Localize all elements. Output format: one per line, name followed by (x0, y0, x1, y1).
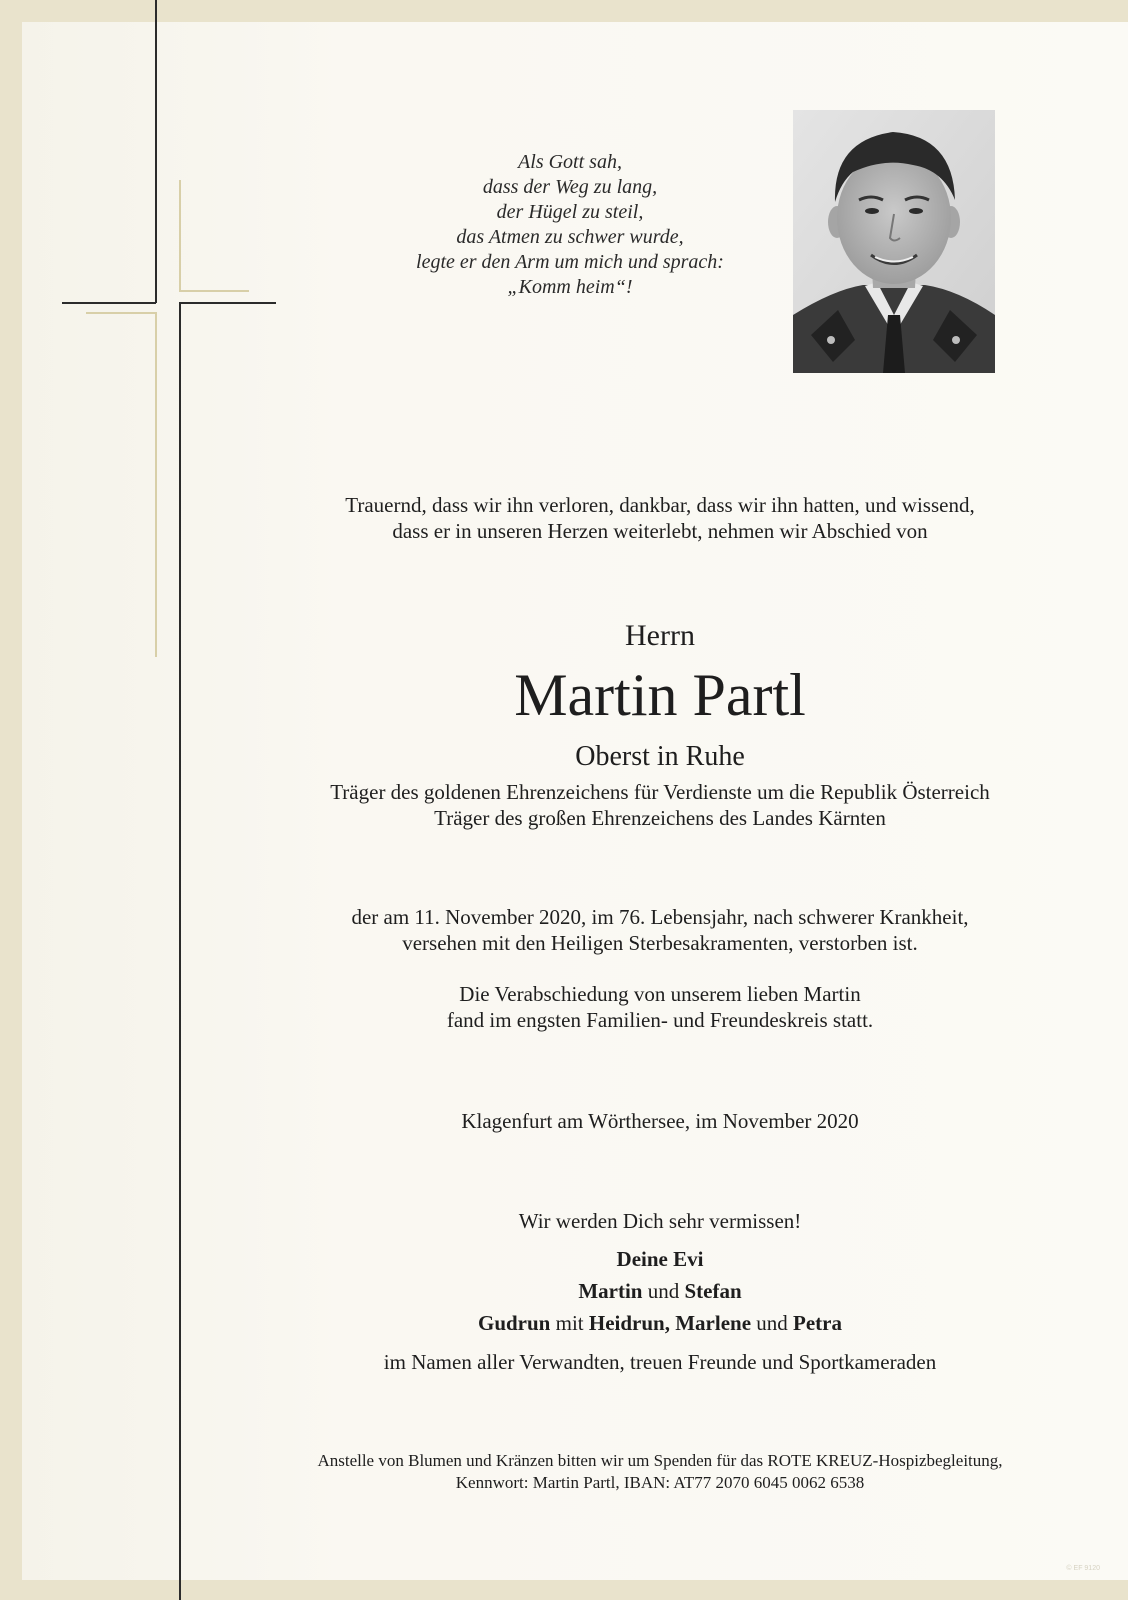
mourner-connector: und (751, 1311, 794, 1335)
mourner-line-3 (240, 1310, 1080, 1336)
cross-vertical-gold-upper (179, 180, 181, 290)
cross-vertical-gold-lower (155, 312, 157, 657)
cross-horizontal-dark-right (179, 302, 276, 304)
deceased-rank: Oberst in Ruhe (575, 741, 745, 772)
honor-line: Träger des großen Ehrenzeichens des Landes Kärnten (434, 806, 886, 830)
farewell-line: fand im engsten Familien- und Freundeskreis statt. (446, 1008, 874, 1032)
portrait-photo (793, 110, 995, 373)
cross-horizontal-dark-left (62, 302, 156, 304)
poem-line: dass der Weg zu lang, (482, 176, 658, 198)
mourner-line-1: Deine Evi (616, 1247, 704, 1271)
poem-line: legte er den Arm um mich und sprach: (416, 251, 724, 273)
mourner-name: Martin (578, 1279, 643, 1303)
cross-horizontal-gold-right (179, 290, 249, 292)
mourner-name: Petra (793, 1311, 842, 1335)
mourner-connector: und (642, 1279, 685, 1303)
intro-line: Trauernd, dass wir ihn verloren, dankbar, dass wir ihn hatten, und wissend, (345, 493, 975, 517)
honors (240, 779, 1080, 831)
donation-line: Anstelle von Blumen und Kränzen bitten wir um Spenden für das ROTE KREUZ-Hospizbegleitung, (317, 1451, 1003, 1470)
cross-vertical-dark-upper (155, 0, 157, 303)
farewell-line: Die Verabschiedung von unserem lieben Martin (459, 982, 861, 1006)
mourner-line-4: im Namen aller Verwandten, treuen Freunde und Sportkameraden (383, 1350, 937, 1374)
salutation: Herrn (625, 619, 695, 652)
intro-line: dass er in unseren Herzen weiterlebt, nehmen wir Abschied von (392, 519, 928, 543)
mourner-name: Stefan (684, 1279, 742, 1303)
honor-line: Träger des goldenen Ehrenzeichens für Verdienste um die Republik Österreich (330, 780, 990, 804)
watermark: © EF 9120 (1066, 1565, 1100, 1572)
death-line: der am 11. November 2020, im 76. Lebensjahr, nach schwerer Krankheit, (351, 905, 969, 929)
poem-line: der Hügel zu steil, (496, 201, 644, 223)
death-notice (240, 904, 1080, 956)
mourner-name: Heidrun, Marlene (588, 1311, 752, 1335)
mourner-connector: mit (550, 1311, 589, 1335)
donation-line: Kennwort: Martin Partl, IBAN: AT77 2070 6045 0062 6538 (455, 1473, 865, 1492)
poem-line: Als Gott sah, (518, 151, 622, 173)
mourners-intro: Wir werden Dich sehr vermissen! (518, 1209, 802, 1233)
mourner-line-2 (240, 1278, 1080, 1304)
poem (370, 150, 770, 300)
cross-vertical-dark-lower (179, 302, 181, 1600)
portrait-illustration (793, 110, 995, 373)
place-date: Klagenfurt am Wörthersee, im November 2020 (461, 1109, 859, 1133)
deceased-name: Martin Partl (514, 662, 806, 728)
intro-text (240, 492, 1080, 544)
poem-line: das Atmen zu schwer wurde, (456, 226, 684, 248)
farewell-text (240, 981, 1080, 1033)
poem-line: „Komm heim“! (507, 276, 633, 298)
death-line: versehen mit den Heiligen Sterbesakramenten, verstorben ist. (402, 931, 918, 955)
donation-note (240, 1450, 1080, 1494)
mourner-name: Gudrun (477, 1311, 551, 1335)
cross-horizontal-gold-left (86, 312, 156, 314)
